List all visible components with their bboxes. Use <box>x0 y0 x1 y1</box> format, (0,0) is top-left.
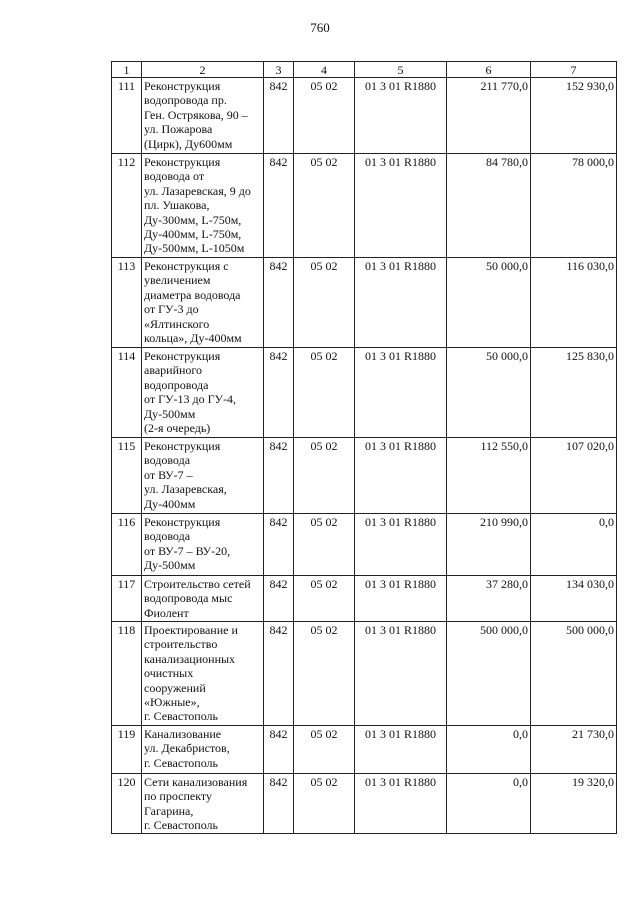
column-header-7: 7 <box>531 62 617 78</box>
row-number: 114 <box>112 348 142 438</box>
cell-code-5: 01 3 01 R1880 <box>355 154 447 258</box>
row-number: 112 <box>112 154 142 258</box>
row-number: 117 <box>112 576 142 622</box>
cell-code-3: 842 <box>264 438 294 514</box>
table-row <box>112 774 617 834</box>
column-header-1: 1 <box>112 62 142 78</box>
cell-amount-7: 107 020,0 <box>531 438 617 514</box>
budget-table <box>111 61 617 834</box>
cell-amount-6: 37 280,0 <box>447 576 531 622</box>
cell-code-4: 05 02 <box>294 774 355 834</box>
item-name: Реконструкция аварийного водопровода от ГУ-13 до ГУ-4, Ду-500мм (2-я очередь) <box>142 348 264 438</box>
table-row <box>112 78 617 154</box>
item-name: Сети канализования по проспекту Гагарина, г. Севастополь <box>142 774 264 834</box>
cell-code-5: 01 3 01 R1880 <box>355 78 447 154</box>
item-name: Реконструкция водопровода пр. Ген. Острякова, 90 – ул. Пожарова (Цирк), Ду600мм <box>142 78 264 154</box>
cell-code-4: 05 02 <box>294 154 355 258</box>
table-row <box>112 622 617 726</box>
cell-code-5: 01 3 01 R1880 <box>355 622 447 726</box>
cell-amount-6: 500 000,0 <box>447 622 531 726</box>
table-header <box>112 62 617 78</box>
cell-code-4: 05 02 <box>294 348 355 438</box>
page-number: 760 <box>310 20 330 35</box>
table-row <box>112 258 617 348</box>
item-name: Проектирование и строительство канализационных очистных сооружений «Южные», г. Севастополь <box>142 622 264 726</box>
cell-code-4: 05 02 <box>294 726 355 774</box>
row-number: 116 <box>112 514 142 576</box>
cell-amount-6: 211 770,0 <box>447 78 531 154</box>
cell-amount-7: 19 320,0 <box>531 774 617 834</box>
cell-amount-6: 112 550,0 <box>447 438 531 514</box>
cell-code-3: 842 <box>264 726 294 774</box>
cell-amount-7: 116 030,0 <box>531 258 617 348</box>
cell-amount-7: 78 000,0 <box>531 154 617 258</box>
header-row <box>112 62 617 78</box>
column-header-5: 5 <box>355 62 447 78</box>
row-number: 120 <box>112 774 142 834</box>
column-header-2: 2 <box>142 62 264 78</box>
cell-code-5: 01 3 01 R1880 <box>355 726 447 774</box>
item-name: Строительство сетей водопровода мыс Фиолент <box>142 576 264 622</box>
column-header-6: 6 <box>447 62 531 78</box>
table-body <box>112 78 617 834</box>
row-number: 118 <box>112 622 142 726</box>
cell-code-3: 842 <box>264 78 294 154</box>
row-number: 119 <box>112 726 142 774</box>
cell-code-5: 01 3 01 R1880 <box>355 258 447 348</box>
item-name: Реконструкция водовода от ул. Лазаревская, 9 до пл. Ушакова, Ду-300мм, L-750м, Ду-400мм, L-750м, Ду-500мм, L-1050м <box>142 154 264 258</box>
cell-amount-7: 134 030,0 <box>531 576 617 622</box>
item-name: Реконструкция водовода от ВУ-7 – ВУ-20, Ду-500мм <box>142 514 264 576</box>
cell-code-4: 05 02 <box>294 438 355 514</box>
column-header-3: 3 <box>264 62 294 78</box>
cell-amount-6: 50 000,0 <box>447 348 531 438</box>
table-row <box>112 154 617 258</box>
table-row <box>112 576 617 622</box>
row-number: 115 <box>112 438 142 514</box>
cell-code-5: 01 3 01 R1880 <box>355 438 447 514</box>
cell-amount-6: 50 000,0 <box>447 258 531 348</box>
cell-code-3: 842 <box>264 622 294 726</box>
cell-code-4: 05 02 <box>294 576 355 622</box>
cell-amount-6: 84 780,0 <box>447 154 531 258</box>
cell-code-5: 01 3 01 R1880 <box>355 514 447 576</box>
cell-amount-7: 500 000,0 <box>531 622 617 726</box>
table-row <box>112 438 617 514</box>
row-number: 113 <box>112 258 142 348</box>
item-name: Реконструкция с увеличением диаметра водовода от ГУ-3 до «Ялтинского кольца», Ду-400мм <box>142 258 264 348</box>
table-row <box>112 514 617 576</box>
cell-amount-7: 125 830,0 <box>531 348 617 438</box>
item-name: Реконструкция водовода от ВУ-7 – ул. Лазаревская, Ду-400мм <box>142 438 264 514</box>
cell-code-3: 842 <box>264 514 294 576</box>
cell-amount-7: 0,0 <box>531 514 617 576</box>
cell-code-5: 01 3 01 R1880 <box>355 348 447 438</box>
cell-amount-6: 210 990,0 <box>447 514 531 576</box>
column-header-4: 4 <box>294 62 355 78</box>
cell-amount-7: 21 730,0 <box>531 726 617 774</box>
cell-code-3: 842 <box>264 348 294 438</box>
cell-code-5: 01 3 01 R1880 <box>355 774 447 834</box>
cell-amount-7: 152 930,0 <box>531 78 617 154</box>
row-number: 111 <box>112 78 142 154</box>
item-name: Канализование ул. Декабристов, г. Севастополь <box>142 726 264 774</box>
cell-code-4: 05 02 <box>294 514 355 576</box>
cell-code-4: 05 02 <box>294 78 355 154</box>
cell-code-5: 01 3 01 R1880 <box>355 576 447 622</box>
table-row <box>112 726 617 774</box>
cell-code-4: 05 02 <box>294 622 355 726</box>
cell-code-3: 842 <box>264 774 294 834</box>
cell-code-3: 842 <box>264 154 294 258</box>
cell-code-4: 05 02 <box>294 258 355 348</box>
cell-code-3: 842 <box>264 258 294 348</box>
cell-amount-6: 0,0 <box>447 774 531 834</box>
cell-code-3: 842 <box>264 576 294 622</box>
table-row <box>112 348 617 438</box>
cell-amount-6: 0,0 <box>447 726 531 774</box>
